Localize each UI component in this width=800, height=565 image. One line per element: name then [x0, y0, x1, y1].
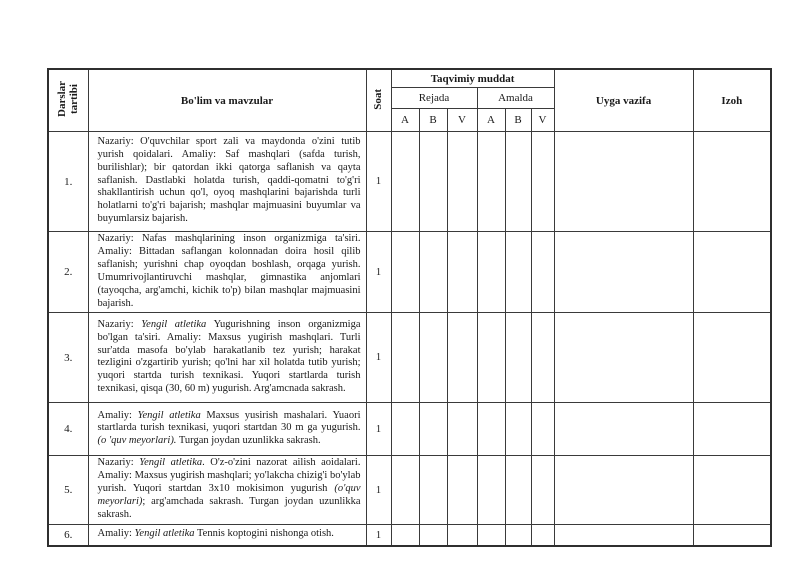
amalda-v-cell [531, 232, 554, 313]
izoh-cell [693, 313, 771, 403]
rejada-v-cell [447, 403, 477, 456]
row-topic: Nazariy: O'quvchilar sport zali va maydonda o'zini tutib yurish qoidalari. Amaliy: Saf mashqlari (safda turish, burilishlar); bir qatordan ikki qatorga saflanish va qayta saflanish. Dastlabki holatda turish, qaddi-qomatni to'g'ri shakllantirish uchun qo'l, oyoq mashqlarini bajarishda turli holatlarni to'g'ri bajarish; mashqlar majmuasini buyumlar va buyumlarsiz bajarish. [88, 132, 366, 232]
amalda-b-cell [505, 403, 531, 456]
row-number: 4. [48, 403, 88, 456]
izoh-cell [693, 403, 771, 456]
uyga-vazifa-cell [554, 313, 693, 403]
row-soat: 1 [366, 524, 391, 546]
rejada-b-cell [419, 456, 447, 525]
header-darslar-tartibi-label: Darslar tartibi [56, 80, 81, 118]
amalda-b-cell [505, 313, 531, 403]
amalda-b-cell [505, 456, 531, 525]
row-soat: 1 [366, 456, 391, 525]
rejada-a-cell [391, 132, 419, 232]
amalda-v-cell [531, 403, 554, 456]
lesson-plan-table [47, 68, 772, 547]
rejada-a-cell [391, 524, 419, 546]
rejada-v-cell [447, 524, 477, 546]
header-taqvimiy-muddat: Taqvimiy muddat [391, 69, 554, 88]
amalda-a-cell [477, 232, 505, 313]
row-number: 1. [48, 132, 88, 232]
amalda-v-cell [531, 456, 554, 525]
header-darslar-tartibi [48, 69, 88, 132]
uyga-vazifa-cell [554, 232, 693, 313]
rejada-a-cell [391, 232, 419, 313]
amalda-a-cell [477, 524, 505, 546]
table-row [48, 403, 771, 456]
rejada-v-cell [447, 232, 477, 313]
uyga-vazifa-cell [554, 456, 693, 525]
header-amalda-b: B [505, 109, 531, 132]
rejada-a-cell [391, 403, 419, 456]
header-rejada-b: B [419, 109, 447, 132]
row-number: 2. [48, 232, 88, 313]
rejada-v-cell [447, 313, 477, 403]
row-soat: 1 [366, 403, 391, 456]
amalda-b-cell [505, 232, 531, 313]
row-number: 5. [48, 456, 88, 525]
row-soat: 1 [366, 132, 391, 232]
amalda-a-cell [477, 456, 505, 525]
row-soat: 1 [366, 232, 391, 313]
table-row [48, 524, 771, 546]
header-uyga-vazifa: Uyga vazifa [554, 69, 693, 132]
header-amalda: Amalda [477, 88, 554, 109]
header-rejada-v: V [447, 109, 477, 132]
row-topic: Nazariy: Yengil atletika. O'z-o'zini nazorat ailish aoidalari. Amaliy: Maxsus yugirish mashqlari; yo'lakcha chizig'i bo'ylab yurish. Yuqori startdan 3x10 mokisimon yugurish (o'quv meyorlari); arg'amchada sakrash. Turgan joydan uzunlikka sakrash. [88, 456, 366, 525]
uyga-vazifa-cell [554, 524, 693, 546]
header-rejada-a: A [391, 109, 419, 132]
izoh-cell [693, 456, 771, 525]
rejada-b-cell [419, 403, 447, 456]
header-rejada: Rejada [391, 88, 477, 109]
table-row [48, 313, 771, 403]
amalda-v-cell [531, 524, 554, 546]
amalda-a-cell [477, 132, 505, 232]
rejada-b-cell [419, 232, 447, 313]
header-amalda-a: A [477, 109, 505, 132]
row-number: 3. [48, 313, 88, 403]
row-number: 6. [48, 524, 88, 546]
row-topic: Nazariy: Nafas mashqlarining inson organizmiga ta'siri. Amaliy: Bittadan saflangan kolonnadan doira hosil qilib saflanish; yurishni chap oyoqdan boshlash, orqaga yurish. Umumrivojlantiruvchi mashqlar, gimnastika anjomlari (tayoqcha, arg'amchi, kichik to'p) bilan mashqlar majmuasini bajarish. [88, 232, 366, 313]
amalda-a-cell [477, 313, 505, 403]
table-row [48, 456, 771, 525]
row-topic: Nazariy: Yengil atletika Yugurishning inson organizmiga bo'lgan ta'siri. Amaliy: Maxsus yugirish mashqlari. Turli sur'atda masofa bo'ylab harakatlanib tez yurish; harakat tezligini o'zgartirib yurish; qo'lni har xil holatda tutib yurish; yuqori startda turish texnikasi. Yuqori startlarda turish texnikasi, qisqa (30, 60 m) yugurish. Arg'amcnada sakrash. [88, 313, 366, 403]
row-soat: 1 [366, 313, 391, 403]
amalda-v-cell [531, 313, 554, 403]
izoh-cell [693, 524, 771, 546]
rejada-b-cell [419, 132, 447, 232]
table-header [48, 69, 771, 132]
table-row [48, 132, 771, 232]
uyga-vazifa-cell [554, 132, 693, 232]
rejada-v-cell [447, 132, 477, 232]
row-topic: Amaliy: Yengil atletika Tennis koptogini nishonga otish. [88, 524, 366, 546]
amalda-b-cell [505, 132, 531, 232]
header-bolim-mavzular: Bo'lim va mavzular [88, 69, 366, 132]
row-topic: Amaliy: Yengil atletika Maxsus yusirish mashalari. Yuaori startlarda turish texnikasi, yuqori startdan 30 m ga yugurish. (o 'quv meyorlari). Turgan joydan uzunlikka sakrash. [88, 403, 366, 456]
header-soat [366, 69, 391, 132]
izoh-cell [693, 232, 771, 313]
header-amalda-v: V [531, 109, 554, 132]
rejada-b-cell [419, 313, 447, 403]
uyga-vazifa-cell [554, 403, 693, 456]
amalda-v-cell [531, 132, 554, 232]
table-row [48, 232, 771, 313]
amalda-a-cell [477, 403, 505, 456]
rejada-a-cell [391, 456, 419, 525]
rejada-v-cell [447, 456, 477, 525]
header-izoh: Izoh [693, 69, 771, 132]
header-soat-label: Soat [372, 88, 385, 110]
rejada-b-cell [419, 524, 447, 546]
izoh-cell [693, 132, 771, 232]
amalda-b-cell [505, 524, 531, 546]
rejada-a-cell [391, 313, 419, 403]
table-body [48, 132, 771, 547]
